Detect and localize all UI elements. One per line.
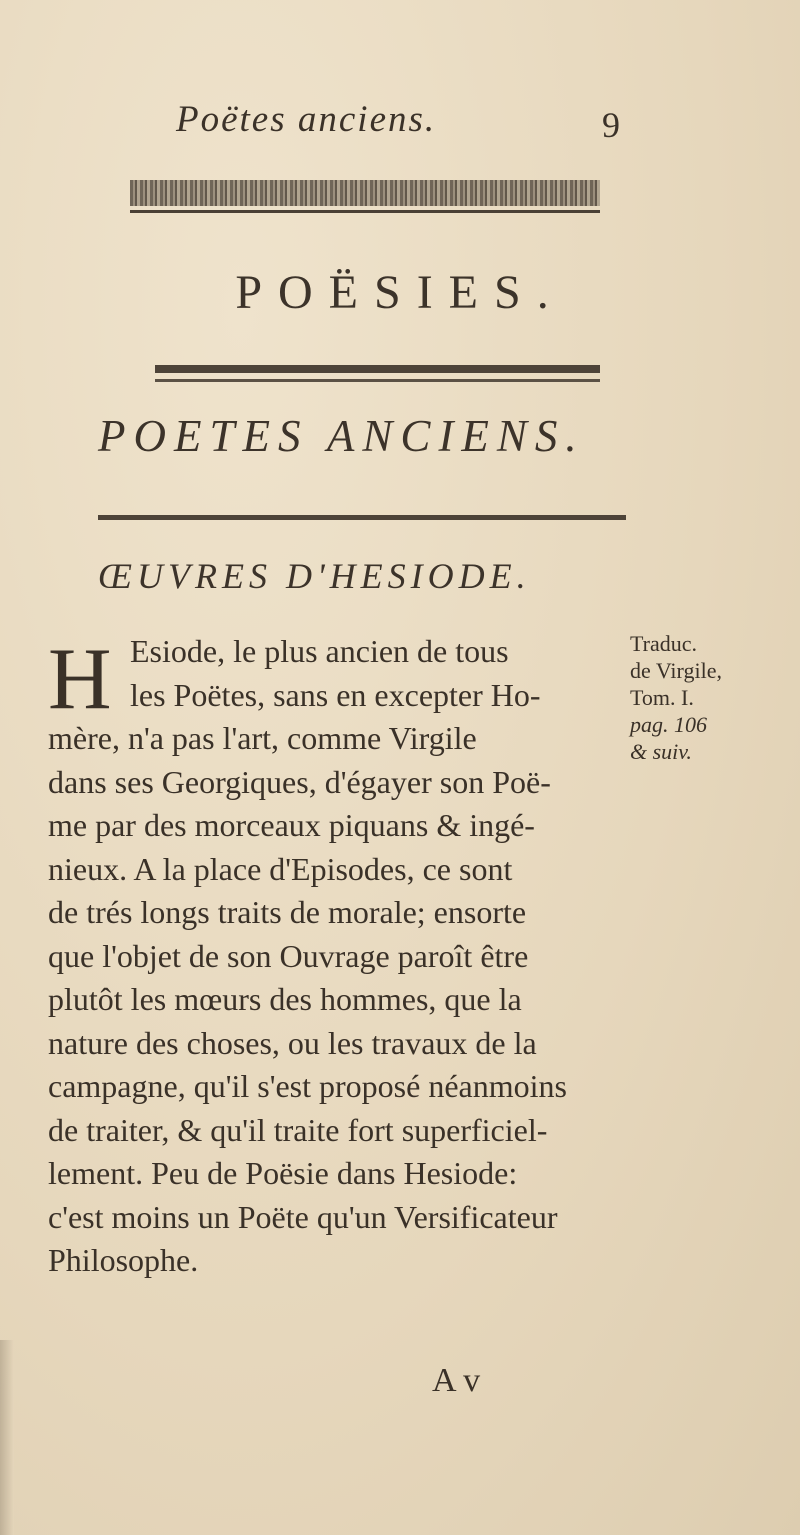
double-rule-thick bbox=[155, 365, 600, 373]
section-rule bbox=[98, 515, 626, 520]
text-line: dans ses Georgiques, d'égayer son Poë- bbox=[48, 763, 551, 800]
text-line: nieux. A la place d'Episodes, ce sont bbox=[48, 850, 513, 887]
text-line: que l'objet de son Ouvrage paroît être bbox=[48, 937, 529, 974]
page-edge-shadow bbox=[0, 1340, 14, 1535]
section-title: POETES ANCIENS. bbox=[98, 411, 585, 461]
text-line: nature des choses, ou les travaux de la bbox=[48, 1024, 537, 1061]
drop-cap: H bbox=[48, 631, 112, 728]
page-title: POËSIES. bbox=[235, 266, 565, 319]
work-title: ŒUVRES D'HESIODE. bbox=[98, 556, 531, 596]
text-line: de trés longs traits de morale; ensorte bbox=[48, 894, 527, 930]
text-line: plutôt les mœurs des hommes, que la bbox=[48, 981, 522, 1017]
margin-note-line: de Virgile, bbox=[630, 658, 722, 683]
margin-note-line: & suiv. bbox=[630, 739, 692, 764]
ornament-rule bbox=[130, 210, 600, 213]
text-line: mère, n'a pas l'art, comme Virgile bbox=[48, 720, 477, 756]
margin-note-line: Traduc. bbox=[630, 631, 698, 656]
text-line: les Poëtes, sans en excepter Ho- bbox=[130, 676, 541, 713]
page-number: 9 bbox=[602, 105, 620, 145]
ornament-band bbox=[130, 180, 600, 206]
margin-note-line: Tom. I. bbox=[630, 685, 694, 710]
text-line: lement. Peu de Poësie dans Hesiode: bbox=[48, 1155, 518, 1191]
text-line: de traiter, & qu'il traite fort superficiel- bbox=[48, 1111, 548, 1148]
margin-note-line: pag. 106 bbox=[630, 712, 707, 737]
running-head bbox=[0, 98, 800, 158]
text-line: c'est moins un Poëte qu'un Versificateur bbox=[48, 1198, 558, 1235]
double-rule-thin bbox=[155, 379, 600, 382]
text-line: Philosophe. bbox=[48, 1242, 199, 1278]
text-line: Esiode, le plus ancien de tous bbox=[130, 633, 509, 669]
margin-note bbox=[630, 630, 795, 765]
text-line: campagne, qu'il s'est proposé néanmoins bbox=[48, 1068, 567, 1104]
body-paragraph bbox=[48, 630, 628, 1283]
text-line: me par des morceaux piquans & ingé- bbox=[48, 807, 535, 843]
headpiece-ornament bbox=[130, 180, 600, 220]
signature-mark: A v bbox=[432, 1362, 481, 1399]
running-title: Poëtes anciens. bbox=[176, 99, 437, 140]
